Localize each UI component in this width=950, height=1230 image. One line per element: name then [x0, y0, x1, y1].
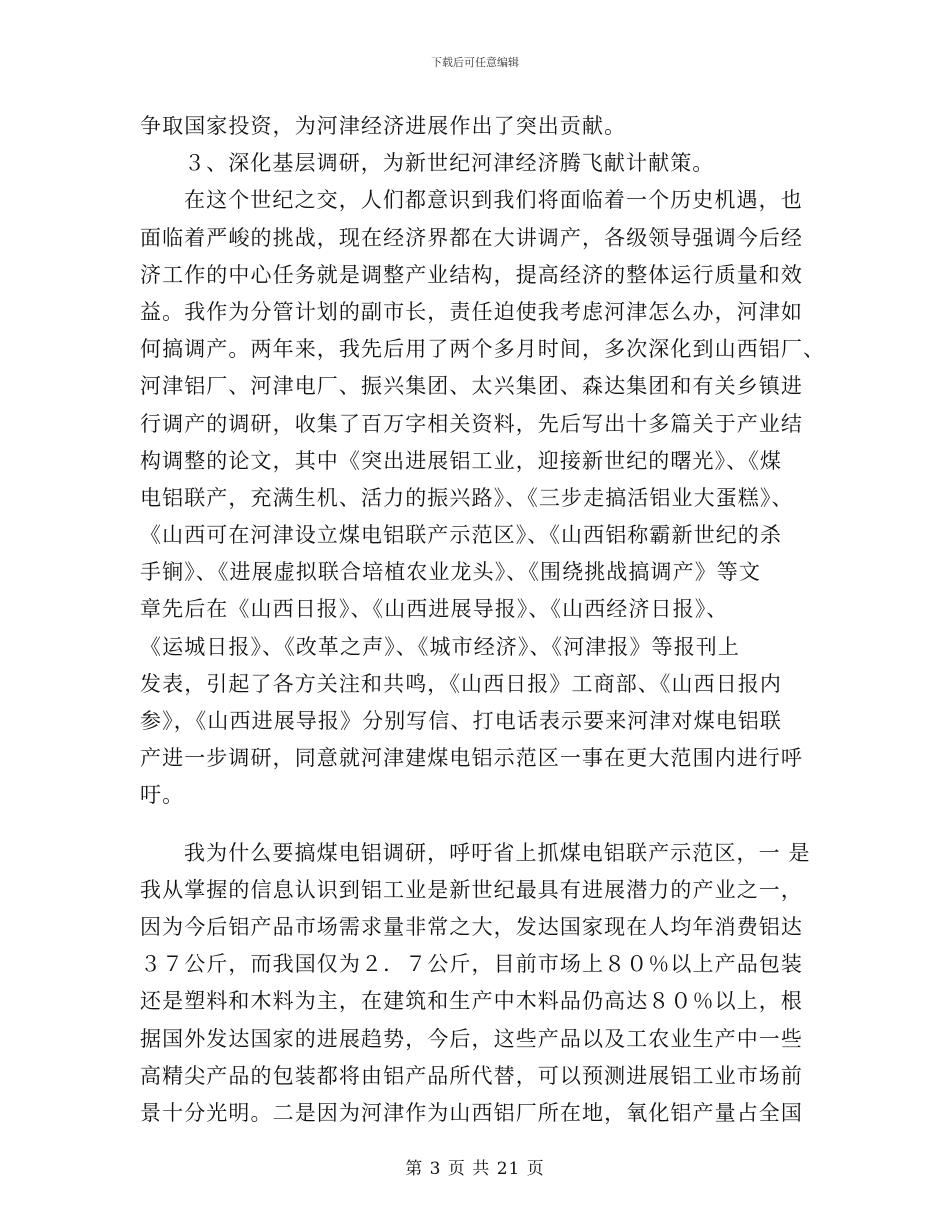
text-line: 章先后在《山西日报》、《山西进展导报》、《山西经济日报》、	[140, 597, 729, 622]
text-line: 高精尖产品的包装都将由铝产品所代替，可以预测进展铝工业市场前	[140, 1063, 803, 1088]
document-body	[140, 108, 826, 1132]
text-line: 我从掌握的信息认识到铝工业是新世纪最具有进展潜力的产业之一，	[140, 877, 803, 902]
section-heading: ３、深化基层调研，为新世纪河津经济腾飞献计献策。	[184, 151, 715, 176]
text-line: 济工作的中心任务就是调整产业结构，提高经济的整体运行质量和效	[140, 262, 803, 287]
text-line: 《运城日报》、《改革之声》、《城市经济》、《河津报》等报刊上	[140, 634, 740, 659]
text-line: 发表，引起了各方关注和共鸣，《山西日报》工商部、《山西日报内	[140, 671, 782, 696]
text-line: 电铝联产，充满生机、活力的振兴路》、《三步走搞活铝业大蛋糕》、	[140, 485, 794, 510]
text-line: 产进一步调研，同意就河津建煤电铝示范区一事在更大范围内进行呼	[140, 746, 803, 771]
text-line: 益。我作为分管计划的副市长，责任迫使我考虑河津怎么办，河津如	[140, 299, 803, 324]
text-line: 景十分光明。二是因为河津作为山西铝厂所在地，氧化铝产量占全国	[140, 1100, 803, 1125]
text-line: 手锏》、《进展虚拟联合培植农业龙头》、《围绕挑战搞调产》等文	[140, 560, 761, 585]
text-line: 河津铝厂、河津电厂、振兴集团、太兴集团、森达集团和有关乡镇进	[140, 374, 803, 399]
paragraph-first-line: 我为什么要搞煤电铝调研，呼吁省上抓煤电铝联产示范区，一 是	[184, 840, 811, 865]
text-line: 行调产的调研，收集了百万字相关资料，先后写出十多篇关于产业结	[140, 411, 803, 436]
paragraph-gap	[140, 815, 812, 835]
text-line: 还是塑料和木料为主，在建筑和生产中木料品仍高达８０％以上，根	[140, 989, 803, 1014]
text-line: 吁。	[140, 783, 185, 808]
text-line: 参》，《山西进展导报》分别写信、打电话表示要来河津对煤电铝联	[140, 709, 782, 733]
text-line: ３７公斤，而我国仅为２．７公斤，目前市场上８０％以上产品包装	[140, 952, 803, 977]
text-line: 面临着严峻的挑战，现在经济界都在大讲调产，各级领导强调今后经	[140, 225, 803, 250]
text-line: 何搞调产。两年来，我先后用了两个多月时间，多次深化到山西铝厂、	[140, 337, 826, 362]
text-line: 据国外发达国家的进展趋势，今后，这些产品以及工农业生产中一些	[140, 1026, 803, 1051]
page-footer: 第 3 页 共 21 页	[405, 1159, 545, 1179]
paragraph-first-line: 在这个世纪之交，人们都意识到我们将面临着一个历史机遇，也	[184, 188, 803, 213]
text-line: 《山西可在河津设立煤电铝联产示范区》、《山西铝称霸新世纪的杀	[140, 523, 782, 548]
text-line: 构调整的论文，其中《突出进展铝工业，迎接新世纪的曙光》、《煤	[140, 448, 782, 473]
page-header: 下载后可任意编辑	[431, 56, 519, 69]
text-line: 争取国家投资，为河津经济进展作出了突出贡献。	[140, 114, 627, 138]
text-line: 因为今后铝产品市场需求量非常之大，发达国家现在人均年消费铝达	[140, 914, 803, 939]
